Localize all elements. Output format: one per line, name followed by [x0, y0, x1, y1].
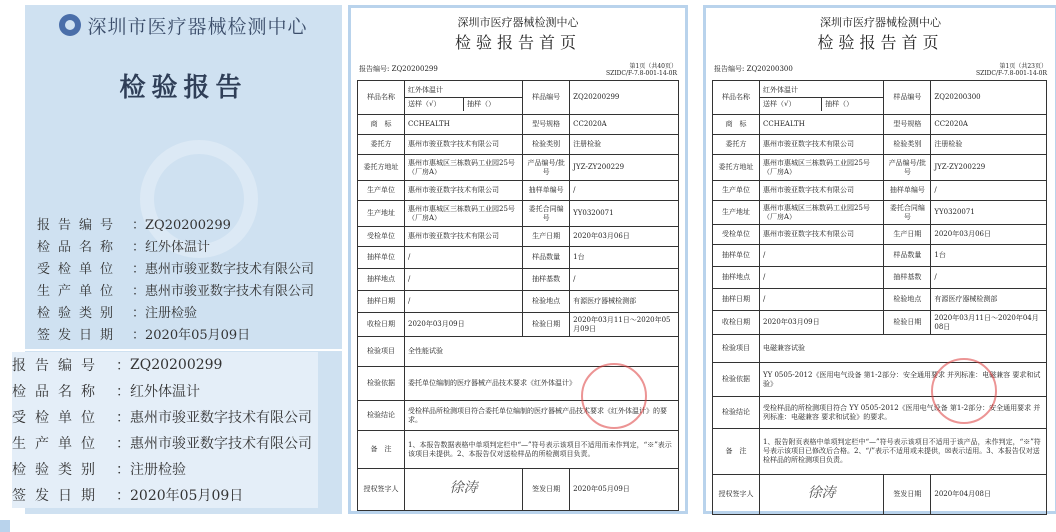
signature: 徐涛	[807, 485, 836, 501]
report-number: 报告编号: ZQ20200299	[359, 65, 438, 73]
page-info: 第1页（共40页） SZIDC/F-7.8-001-14-0R	[605, 63, 677, 77]
cover-org: 深圳市医疗器械检测中心	[87, 15, 308, 38]
page-info: 第1页（共23页） SZIDC/F-7.8-001-14-0R	[975, 63, 1047, 77]
cover-field: 签发日期 ： 2020年05月09日	[12, 488, 244, 504]
report-number: 报告编号: ZQ20200300	[714, 65, 793, 73]
cover-fields-bottom	[12, 352, 318, 508]
official-stamp-icon	[581, 363, 647, 429]
report-page-1	[348, 5, 688, 514]
page-title: 检验报告首页	[817, 33, 944, 52]
cover-field: 检品名称 ： 红外体温计	[12, 384, 200, 400]
cover-field: 受检单位 ： 惠州市骏亚数字技术有限公司	[37, 262, 315, 277]
center-logo-icon	[59, 14, 81, 36]
page-title: 检验报告首页	[454, 33, 581, 52]
report-table: 样品名称 红外体温计 送样（√） 抽样（） 样品编号 ZQ20200300 商 标 CCHEALTH 型号规格 CC2020A 委托方 惠州市骏亚数字技术有限公司 检验类别 注册检验 委托方地址 惠州市惠城区三栋数码工业园25号（厂房A） 产品编号/批号 JYZ-ZY200229 生产单位 惠州市骏亚数字技术有限公司 抽样单编号 / 生产地址 惠州市惠城区三栋数码工业园25号（厂房A） 委托合同编号 YY0320071 受检单位 惠州市骏亚数字技术有限公司 生产日期 2020年03月06日 抽样单位 / 样品数量 1台 抽样地点 / 抽样基数 / 抽样日期 / 检验地点 有源医疗器械检测部 收检日期 2020年03月09日 检验日期 2020年03月11日～2020年04月08日 检验项目 电磁兼容试验 检验依据 YY 0505-2012《医用电气设备 第1-2部分：安全通用要求 并列标准：电磁兼容 要求和试验》 检验结论 受检样品的所检测项目符合 YY 0505-2012《医用电气设备 第1-2部分：安全通用要求 并列标准：电磁兼容 要求和试验》的要求。 备 注 1、报告附页表格中单项判定栏中“—”符号表示该项目不适用于该产品，未作判定，“※”符号表示该项目已修改后合格。2、“/”表示不适用或未提供，☒表示适用。3、本报告仅对送检样品的所检测项目负责。 授权签字人 徐涛 签发日期 2020年04月08日	[712, 80, 1047, 515]
cover-field: 受检单位 ： 惠州市骏亚数字技术有限公司	[12, 410, 312, 426]
report-table: 样品名称 红外体温计 送样（√） 抽样（） 样品编号 ZQ20200299 商 标 CCHEALTH 型号规格 CC2020A 委托方 惠州市骏亚数字技术有限公司 检验类别 注册检验 委托方地址 惠州市惠城区三栋数码工业园25号（厂房A） 产品编号/批号 JYZ-ZY200229 生产单位 惠州市骏亚数字技术有限公司 抽样单编号 / 生产地址 惠州市惠城区三栋数码工业园25号（厂房A） 委托合同编号 YY0320071 受检单位 惠州市骏亚数字技术有限公司 生产日期 2020年03月06日 抽样单位 / 样品数量 1台 抽样地点 / 抽样基数 / 抽样日期 / 检验地点 有源医疗器械检测部 收检日期 2020年03月09日 检验日期 2020年03月11日～2020年05月09日 检验项目 全性能试验 检验依据 委托单位编制的医疗器械产品技术要求《红外体温计》 检验结论 受检样品所检测项目符合委托单位编制的医疗器械产品技术要求《红外体温计》的要求。 备 注 1、本报告数据表格中单项判定栏中“—”符号表示该项目不适用而未作判定，“※”表示该项目未提供。2、本报告仅对送检样品的所检测项目负责。 授权签字人 徐涛 签发日期 2020年05月09日	[357, 80, 679, 511]
cover-header	[25, 11, 342, 39]
cover-field: 检验类别 ： 注册检验	[37, 306, 198, 321]
cover-fields-top	[37, 215, 314, 347]
cover-field: 报告编号 ： ZQ20200299	[37, 218, 231, 233]
report-page-2	[703, 5, 1056, 514]
page-org: 深圳市医疗器械检测中心	[457, 16, 579, 29]
cover-separator	[25, 349, 342, 351]
cover-field: 生产单位 ： 惠州市骏亚数字技术有限公司	[37, 284, 315, 299]
cover-field: 签发日期 ： 2020年05月09日	[37, 328, 251, 343]
cover-field: 检品名称 ： 红外体温计	[37, 240, 211, 255]
signature: 徐涛	[449, 480, 478, 496]
official-stamp-icon	[931, 358, 997, 424]
cover-title: 检验报告	[119, 73, 248, 103]
cover-field: 生产单位 ： 惠州市骏亚数字技术有限公司	[12, 436, 312, 452]
cover-field: 报告编号 ： ZQ20200299	[12, 357, 223, 374]
page-org: 深圳市医疗器械检测中心	[820, 16, 941, 29]
corner-block	[0, 520, 10, 532]
cover-field: 检验类别 ： 注册检验	[12, 462, 186, 478]
